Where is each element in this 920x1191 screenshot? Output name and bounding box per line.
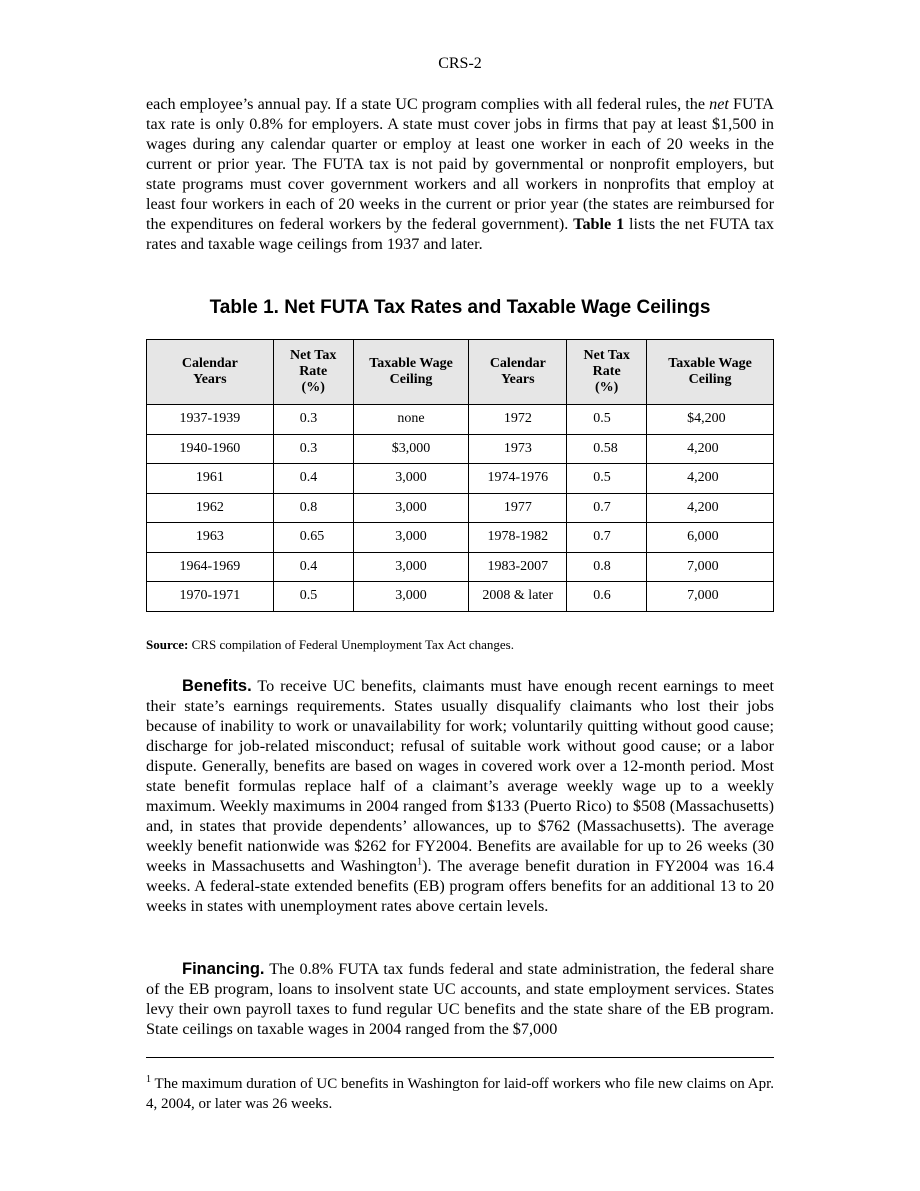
cell-rate: 0.3 [273,405,353,435]
cell-ceiling: none [353,405,469,435]
cell-years-2: 2008 & later [469,582,567,612]
cell-years-2: 1978-1982 [469,523,567,553]
cell-ceiling-2: 4,200 [647,434,774,464]
cell-ceiling: 3,000 [353,493,469,523]
table-row [147,582,774,612]
table-source-note [146,637,774,653]
cell-years: 1961 [147,464,274,494]
financing-heading: Financing. [182,960,265,978]
table-title: Table 1. Net FUTA Tax Rates and Taxable Wage Ceilings [209,297,711,318]
table-header-row [147,340,774,405]
cell-ceiling: 3,000 [353,464,469,494]
cell-ceiling-2: 4,200 [647,464,774,494]
page-number-header: CRS-2 [438,55,482,72]
cell-rate: 0.65 [273,523,353,553]
cell-rate: 0.8 [273,493,353,523]
cell-years-2: 1972 [469,405,567,435]
cell-ceiling: 3,000 [353,552,469,582]
cell-ceiling-2: 4,200 [647,493,774,523]
cell-rate-2: 0.7 [567,493,647,523]
footnote-text: The maximum duration of UC benefits in Washington for laid-off workers who file new claims on Apr. 4, 2004, or later was 26 weeks. [146,1076,774,1112]
source-label: Source: [146,637,189,652]
benefits-paragraph [146,676,774,916]
cell-years-2: 1983-2007 [469,552,567,582]
intro-text-2: FUTA tax rate is only 0.8% for employers. A state must cover jobs in firms that pay at least $1,500 in wages during any calendar quarter or employ at least one worker in each of 20 weeks in the current or prior year. The FUTA tax is not paid by governmental or nonprofit employers, but state programs must cover government workers and all workers in nonprofits that employ at least four workers in each of 20 weeks in the current or prior year (the states are reimbursed for the expenditures on federal workers by the federal government). [146,95,774,233]
benefits-heading: Benefits. [182,677,252,695]
cell-years: 1937-1939 [147,405,274,435]
financing-paragraph [146,959,774,1039]
table-row [147,552,774,582]
header-taxable-wage-ceiling-2: Taxable Wage Ceiling [647,340,774,405]
cell-ceiling: 3,000 [353,582,469,612]
header-taxable-wage-ceiling: Taxable Wage Ceiling [353,340,469,405]
cell-rate: 0.4 [273,464,353,494]
cell-ceiling-2: $4,200 [647,405,774,435]
table-row [147,434,774,464]
header-net-tax-rate: Net Tax Rate (%) [273,340,353,405]
cell-rate-2: 0.5 [567,464,647,494]
cell-ceiling: 3,000 [353,523,469,553]
table-row [147,464,774,494]
cell-years: 1970-1971 [147,582,274,612]
cell-years: 1962 [147,493,274,523]
header-calendar-years-2: Calendar Years [469,340,567,405]
intro-paragraph [146,94,774,254]
cell-rate: 0.4 [273,552,353,582]
footnote [146,1074,774,1114]
cell-ceiling-2: 7,000 [647,552,774,582]
table-row [147,523,774,553]
intro-table-reference: Table 1 [573,215,625,233]
cell-years: 1940-1960 [147,434,274,464]
cell-rate-2: 0.6 [567,582,647,612]
futa-rates-table [146,339,774,612]
intro-net-emphasis: net [709,95,729,113]
cell-rate-2: 0.5 [567,405,647,435]
cell-rate: 0.3 [273,434,353,464]
intro-text-3: lists the net FUTA tax rates and taxable wage ceilings from 1937 and later. [146,215,774,253]
cell-years: 1963 [147,523,274,553]
table-row [147,493,774,523]
source-text: CRS compilation of Federal Unemployment Tax Act changes. [188,637,514,652]
cell-rate-2: 0.7 [567,523,647,553]
table-row [147,405,774,435]
cell-years: 1964-1969 [147,552,274,582]
cell-ceiling: $3,000 [353,434,469,464]
cell-years-2: 1977 [469,493,567,523]
footnote-divider [146,1057,774,1058]
benefits-text-1: To receive UC benefits, claimants must have enough recent earnings to meet their state’s earnings requirements. States usually disqualify claimants who lost their jobs because of inability to work or unavailability for work; voluntarily quitting without good cause; discharge for job-related misconduct; refusal of suitable work without good cause; or a labor dispute. Generally, benefits are based on wages in covered work over a 12-month period. Most state benefit formulas replace half of a claimant’s average weekly wage up to a weekly maximum. Weekly maximums in 2004 ranged from $133 (Puerto Rico) to $508 (Massachusetts) and, in states that provide dependents’ allowances, up to $762 (Massachusetts). The average weekly benefit nationwide was $262 for FY2004. Benefits are available for up to 26 weeks (30 weeks in Massachusetts and Washington [146,677,774,875]
footnote-reference: 1 [417,856,423,868]
cell-rate-2: 0.58 [567,434,647,464]
cell-rate-2: 0.8 [567,552,647,582]
footnote-mark: 1 [146,1074,151,1085]
cell-years-2: 1974-1976 [469,464,567,494]
financing-text: The 0.8% FUTA tax funds federal and state administration, the federal share of the EB program, loans to insolvent state UC accounts, and state employment services. States levy their own payroll taxes to fund regular UC benefits and the state share of the EB program. State ceilings on taxable wages in 2004 ranged from the $7,000 [146,960,774,1038]
cell-rate: 0.5 [273,582,353,612]
header-calendar-years: Calendar Years [147,340,274,405]
cell-years-2: 1973 [469,434,567,464]
intro-text-1: each employee’s annual pay. If a state UC program complies with all federal rules, the [146,95,710,113]
cell-ceiling-2: 6,000 [647,523,774,553]
benefits-text-2: ). The average benefit duration in FY2004 was 16.4 weeks. A federal-state extended benefits (EB) program offers benefits for an additional 13 to 20 weeks in states with unemployment rates above certain levels. [146,857,774,915]
header-net-tax-rate-2: Net Tax Rate (%) [567,340,647,405]
cell-ceiling-2: 7,000 [647,582,774,612]
